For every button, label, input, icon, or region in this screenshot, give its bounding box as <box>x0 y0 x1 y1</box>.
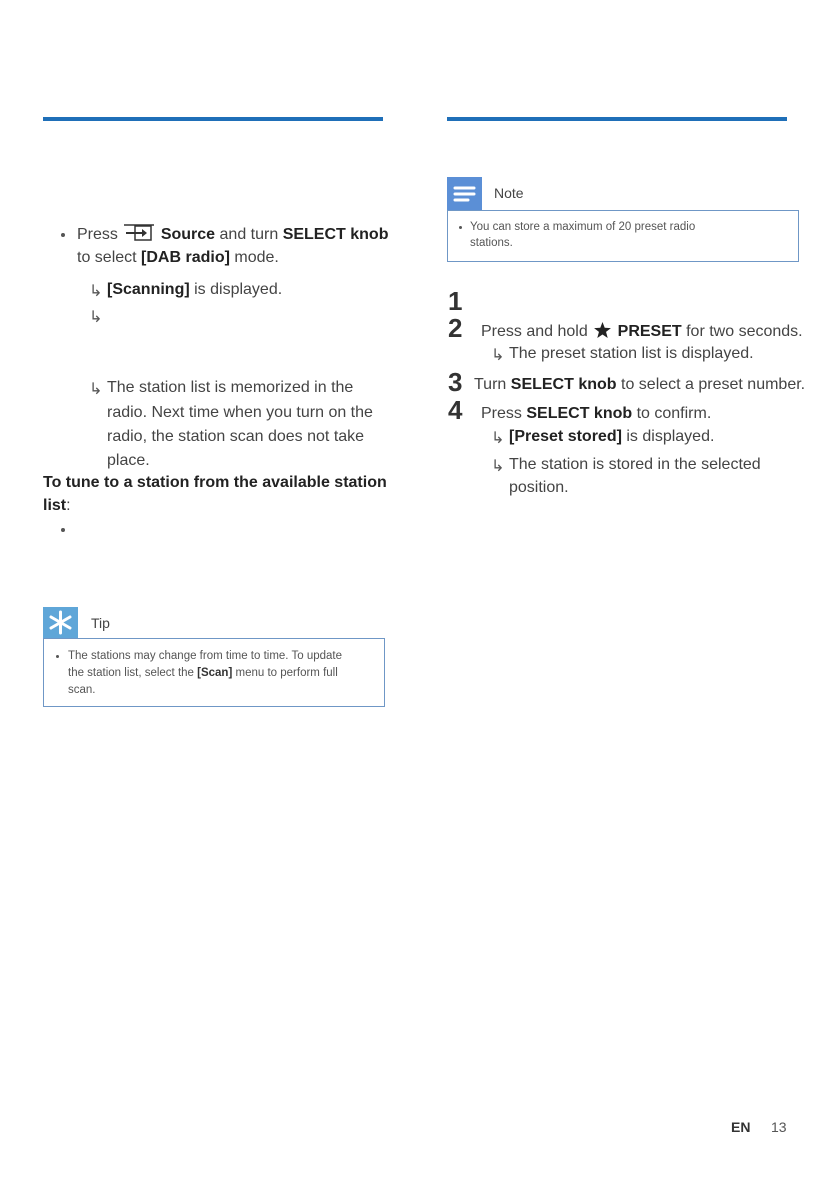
arrow-right-icon: ↳ <box>491 430 505 447</box>
right-section-rule <box>447 117 787 121</box>
tip-line1: The stations may change from time to time. To update <box>68 650 343 662</box>
tip-icon <box>43 607 78 638</box>
preset-stored-label: [Preset stored] <box>509 428 622 445</box>
bullet <box>459 226 462 229</box>
step-4-c: to confirm. <box>636 405 712 422</box>
arrow-right-icon: ↳ <box>89 381 103 398</box>
preset-stored-rest: is displayed. <box>626 428 715 445</box>
tune-heading-line1: To tune to a station from the available station <box>43 474 387 491</box>
memo-line4: place. <box>107 452 150 469</box>
scanning-result <box>107 281 282 299</box>
tip-box <box>43 638 385 707</box>
preset-list-text: The preset station list is displayed. <box>509 345 754 362</box>
and-turn-text: and turn <box>219 226 279 243</box>
dab-radio-label: [DAB radio] <box>141 249 230 266</box>
to-select-text: to select <box>77 249 137 266</box>
star-icon <box>594 322 611 338</box>
stored-line2: position. <box>509 479 569 496</box>
scanning-label: [Scanning] <box>107 281 190 298</box>
step-3-text <box>474 376 805 394</box>
step-2-a: Press and hold <box>481 323 588 340</box>
note-label: Note <box>494 185 524 201</box>
select-knob-label: SELECT knob <box>526 405 633 422</box>
colon: : <box>66 497 71 514</box>
tip-line2-a: the station list, select the <box>68 667 194 679</box>
arrow-right-icon: ↳ <box>491 347 505 364</box>
tip-line2-c: menu to perform full <box>235 667 338 679</box>
note-icon <box>447 177 482 210</box>
press-text: Press <box>77 226 118 243</box>
tip-label: Tip <box>91 615 110 631</box>
step-2-text <box>481 322 803 341</box>
left-section-rule <box>43 117 383 121</box>
bullet <box>61 528 65 532</box>
step-3-c: to select a preset number. <box>621 376 806 393</box>
note-box <box>447 210 799 262</box>
step-source-line2 <box>77 249 279 267</box>
language-code: EN <box>731 1119 751 1135</box>
memo-line2: radio. Next time when you turn on the <box>107 404 373 421</box>
step-number-2: 2 <box>448 313 463 343</box>
step-4-text <box>481 405 711 423</box>
bullet <box>56 655 59 658</box>
scanning-rest: is displayed. <box>194 281 283 298</box>
mode-text: mode. <box>234 249 279 266</box>
preset-label: PRESET <box>617 323 682 340</box>
source-label: Source <box>160 226 216 243</box>
arrow-right-icon: ↳ <box>491 458 505 475</box>
note-line1: You can store a maximum of 20 preset radio <box>470 221 696 233</box>
preset-stored-result <box>509 428 714 446</box>
note-line2: stations. <box>470 237 513 249</box>
step-number-1: 1 <box>448 286 463 316</box>
memo-line3: radio, the station scan does not take <box>107 428 365 445</box>
arrow-right-icon: ↳ <box>89 283 103 300</box>
step-source-line1 <box>77 223 388 244</box>
select-knob-label: SELECT knob <box>510 376 617 393</box>
step-4-a: Press <box>481 405 522 422</box>
step-number-3: 3 <box>448 367 463 397</box>
arrow-right-icon: ↳ <box>89 309 103 326</box>
step-3-a: Turn <box>474 376 507 393</box>
source-icon <box>124 223 154 243</box>
tip-scan-label: [Scan] <box>197 667 233 679</box>
tip-line2 <box>68 665 338 681</box>
stored-line1: The station is stored in the selected <box>509 456 761 473</box>
tune-heading-line2 <box>43 497 71 515</box>
bullet <box>61 233 65 237</box>
tip-line3: scan. <box>68 684 96 696</box>
step-2-c: for two seconds. <box>686 323 803 340</box>
select-knob-label: SELECT knob <box>282 226 389 243</box>
step-number-4: 4 <box>448 395 463 425</box>
memo-line1: The station list is memorized in the <box>107 379 354 396</box>
list-word: list <box>43 497 67 514</box>
page-number: 13 <box>771 1119 787 1135</box>
